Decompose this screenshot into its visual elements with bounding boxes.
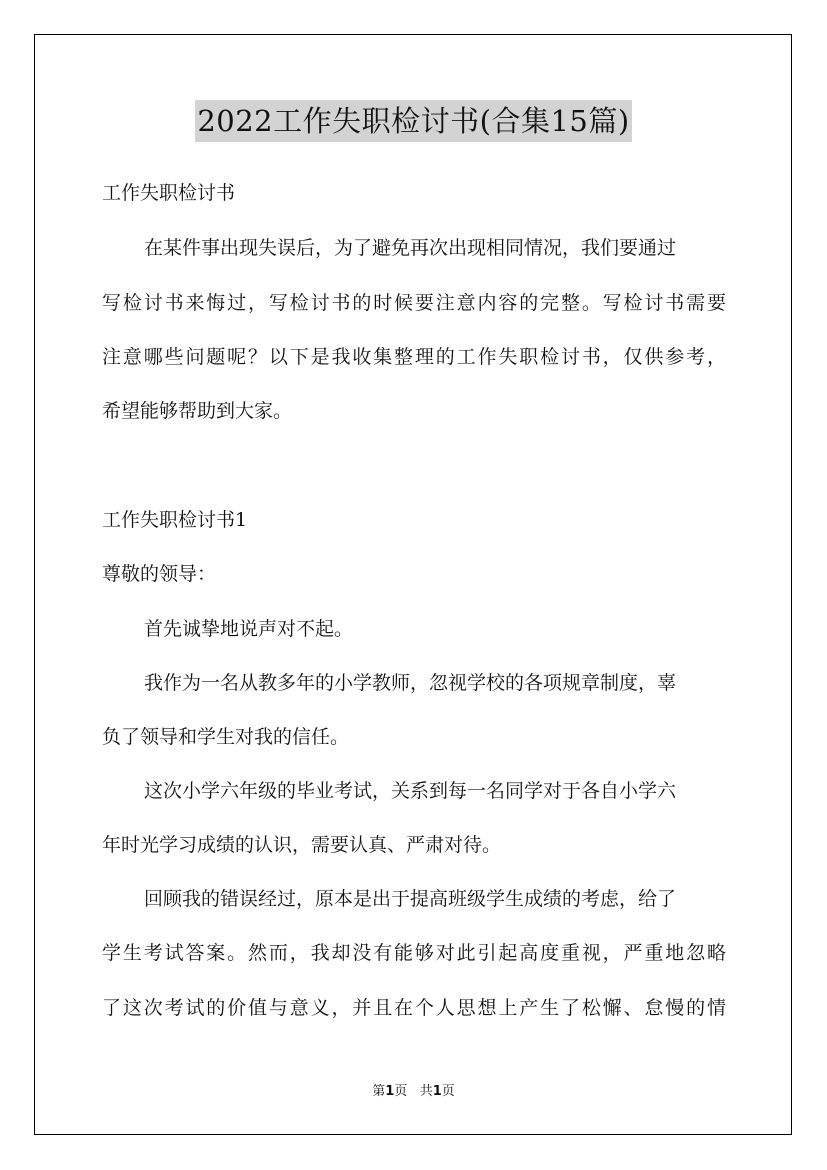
salutation: 尊敬的领导：	[102, 563, 217, 585]
total-pages: 1	[432, 1084, 442, 1099]
page-suffix: 页	[394, 1084, 408, 1099]
page-number: 1	[385, 1084, 395, 1099]
paragraph-line: 首先诚挚地说声对不起。	[144, 618, 354, 640]
title-container	[0, 100, 827, 142]
paragraph-line: 回顾我的错误经过，原本是出于提高班级学生成绩的考虑，给了	[144, 888, 677, 910]
page-footer	[0, 1083, 827, 1101]
section-heading: 工作失职检讨书	[102, 182, 236, 204]
paragraph-line: 我作为一名从教多年的小学教师，忽视学校的各项规章制度，辜	[144, 672, 677, 694]
paragraph-line: 这次小学六年级的毕业考试，关系到每一名同学对于各自小学六	[144, 780, 677, 802]
page-prefix: 第	[372, 1084, 386, 1099]
total-prefix: 共	[419, 1084, 433, 1099]
paragraph-line: 了这次考试的价值与意义，并且在个人思想上产生了松懈、怠慢的情	[102, 997, 726, 1019]
paragraph-line: 写检讨书来悔过，写检讨书的时候要注意内容的完整。写检讨书需要	[102, 292, 726, 314]
document-title: 2022工作失职检讨书(合集15篇)	[195, 100, 631, 142]
paragraph-line: 注意哪些问题呢？以下是我收集整理的工作失职检讨书，仅供参考，	[102, 346, 726, 368]
paragraph-line: 希望能够帮助到大家。	[102, 400, 293, 422]
section-heading: 工作失职检讨书1	[102, 509, 248, 531]
total-suffix: 页	[441, 1084, 455, 1099]
paragraph-line: 学生考试答案。然而，我却没有能够对此引起高度重视，严重地忽略	[102, 942, 726, 964]
paragraph-line: 年时光学习成绩的认识，需要认真、严肃对待。	[102, 834, 502, 856]
paragraph-line: 负了领导和学生对我的信任。	[102, 726, 350, 748]
paragraph-line: 在某件事出现失误后，为了避免再次出现相同情况，我们要通过	[144, 237, 677, 259]
